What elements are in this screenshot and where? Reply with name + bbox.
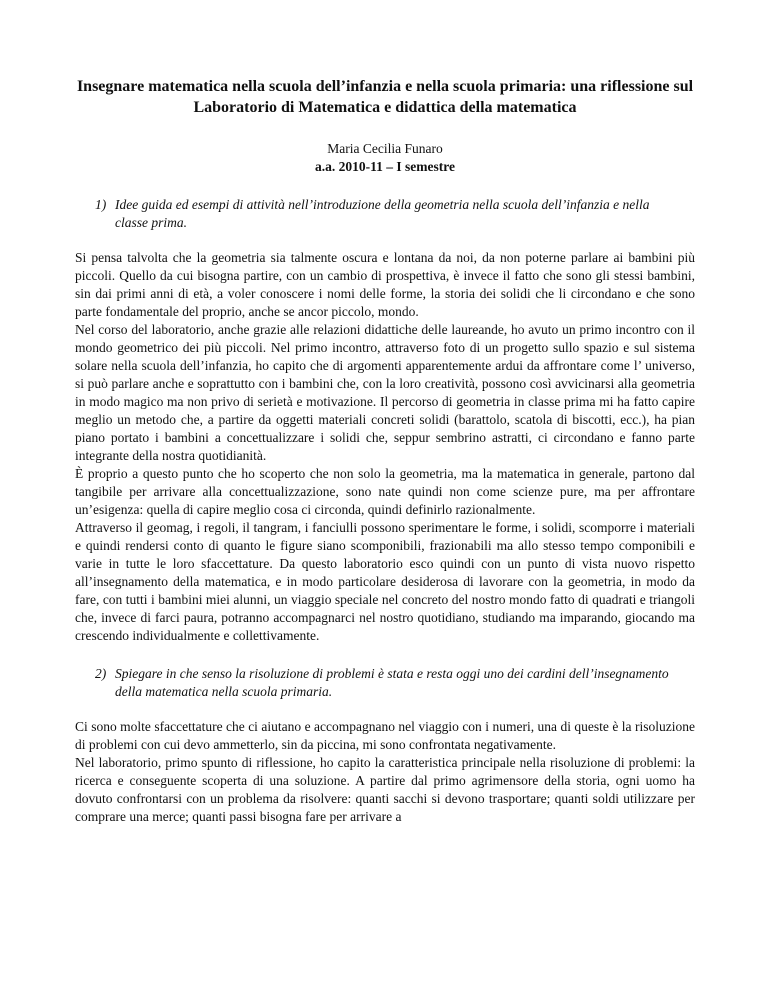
document-title: Insegnare matematica nella scuola dell’infanzia e nella scuola primaria: una riflessione sul Laboratorio di Matematica e didattica della matematica [76,78,694,116]
section-body [75,249,695,645]
section-2 [75,665,695,826]
document-page [75,76,695,826]
academic-term: a.a. 2010-11 – I semestre [315,159,455,174]
paragraph: Attraverso il geomag, i regoli, il tangram, i fanciulli possono sperimentare le forme, i solidi, scomporre i materiali e quindi rendersi conto di quanto le figure siano scomponibili, frazionabili ma allo stesso tempo componibili e varie in tutte le loro sfaccettature. Da questo laboratorio esco quindi con un punto di vista nuovo rispetto all’insegnamento della matematica, e in modo particolare desiderosa di lavorare con la geometria, in modo da fare, con tutti i bambini miei alunni, un viaggio speciale nel concreto del nostro mondo fatto di quadrati e triangoli che, invece di farci paura, potranno accompagnarci nel nostro quotidiano, studiando ma imparando, giocando ma crescendo individualmente e collettivamente. [75,520,695,643]
section-body [75,718,695,826]
paragraph: È proprio a questo punto che ho scoperto che non solo la geometria, ma la matematica in generale, partono dal tangibile per arrivare alla concettualizzazione, sono nate quindi non come scienze pure, ma per affrontare un’esigenza: quella di capire meglio cosa ci circonda, quindi definirlo razionalmente. [75,466,695,517]
paragraph: Nel laboratorio, primo spunto di riflessione, ho capito la caratteristica principale nella risoluzione di problemi: la ricerca e conseguente scoperta di una soluzione. A partire dal primo agrimensore della storia, ogni uomo ha dovuto confrontarsi con un problema da risolvere: quanti sacchi si devono trasportare; quanti soldi utilizzare per comprare una merce; quanti passi bisogna fare per arrivare a [75,755,695,824]
section-question [75,665,695,701]
question-text: Idee guida ed esempi di attività nell’introduzione della geometria nella scuola dell’infanzia e nella classe prima. [115,197,650,230]
paragraph: Nel corso del laboratorio, anche grazie alle relazioni didattiche delle laureande, ho avuto un primo incontro con il mondo geometrico dei più piccoli. Nel primo incontro, attraverso foto di un progetto sullo spazio e sul sistema solare nella scuola dell’infanzia, ho capito che di argomenti apparentemente ardui da affrontare come l’ universo, si può parlare anche e soprattutto con i bambini che, con la loro creatività, possono così avvicinarsi alla geometria in modo magico ma non privo di serietà e motivazione. Il percorso di geometria in classe prima mi ha fatto capire meglio un metodo che, a partire da oggetti materiali concreti solidi (barattolo, scatola di biscotti, ecc.), ha pian piano portato i bambini a concettualizzare i solidi che, seppur sembrino astratti, ci circondano e fanno parte integrante della nostra quotidianità. [75,322,695,463]
section-question [75,196,695,232]
section-number: 2) [95,666,107,681]
author-name: Maria Cecilia Funaro [327,141,443,156]
paragraph: Ci sono molte sfaccettature che ci aiutano e accompagnano nel viaggio con i numeri, una di queste è la risoluzione di problemi con cui devo ammetterlo, sin da piccina, mi sono confrontata negativamente. [75,719,695,752]
paragraph: Si pensa talvolta che la geometria sia talmente oscura e lontana da noi, da non poterne parlare ai bambini più piccoli. Quello da cui bisogna partire, con un cambio di prospettiva, è invece il fatto che sono gli stessi bambini, sin dai primi anni di età, a voler conoscere i nomi delle forme, la storia dei solidi che li circondano e che sono parte fondamentale del proprio, anche se ancor piccolo, mondo. [75,250,695,319]
section-number: 1) [95,197,107,212]
section-1 [75,196,695,645]
question-text: Spiegare in che senso la risoluzione di problemi è stata e resta oggi uno dei cardini dell’insegnamento della matematica nella scuola primaria. [115,666,669,699]
